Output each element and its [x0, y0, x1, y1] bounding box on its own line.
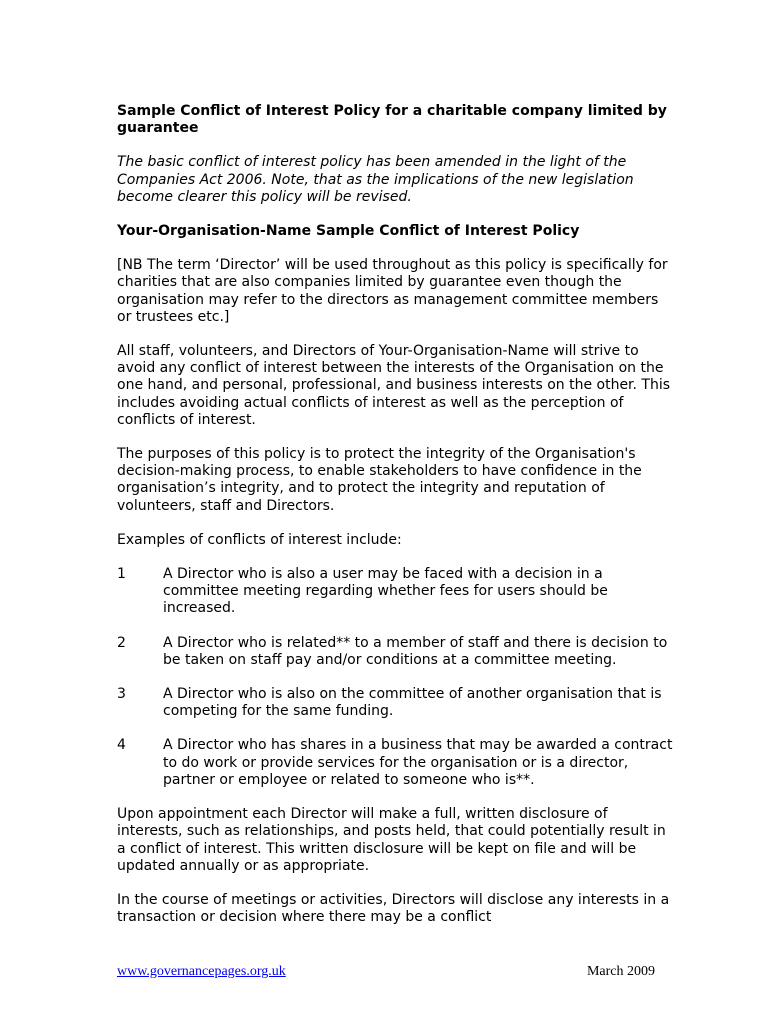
list-text: A Director who has shares in a business that may be awarded a contract to do work or provide services for the organisation or is a director, partner or employee or related to someone who is**.: [163, 737, 673, 788]
website-link[interactable]: www.governancepages.org.uk: [117, 964, 286, 979]
list-item: [117, 635, 677, 669]
page-footer: [117, 964, 655, 980]
list-item: [117, 737, 677, 789]
list-text: A Director who is related** to a member of staff and there is decision to be taken on staff pay and/or conditions at a committee meeting.: [163, 634, 668, 668]
intro-note: The basic conflict of interest policy has been amended in the light of the Companies Act 2006. Note, that as the implications of the new legislation become clearer this policy will be revised.: [117, 154, 634, 205]
list-number: 3: [117, 686, 126, 703]
purpose-paragraph: The purposes of this policy is to protect the integrity of the Organisation's decision-making process, to enable stakeholders to have confidence in the organisation’s integrity, and to protect the integrity and reputation of volunteers, staff and Directors.: [117, 446, 642, 514]
scope-paragraph: All staff, volunteers, and Directors of Your-Organisation-Name will strive to avoid any conflict of interest between the interests of the Organisation on the one hand, and personal, professional, and business interests on the other. This includes avoiding actual conflicts of interest as well as the perception of conflicts of interest.: [117, 343, 671, 428]
list-number: 1: [117, 566, 126, 583]
document-title: Sample Conflict of Interest Policy for a charitable company limited by guarantee: [117, 103, 667, 137]
policy-heading: Your-Organisation-Name Sample Conflict of Interest Policy: [117, 223, 580, 240]
list-item: [117, 686, 677, 720]
meetings-paragraph: In the course of meetings or activities, Directors will disclose any interests in a transaction or decision where there may be a conflict: [117, 891, 670, 926]
examples-intro: Examples of conflicts of interest include:: [117, 531, 402, 548]
list-item: [117, 566, 677, 618]
disclosure-paragraph: Upon appointment each Director will make a full, written disclosure of interests, such as relationships, and posts held, that could potentially result in a conflict of interest. This written disclosure will be kept on file and will be updated annually or as appropriate.: [117, 806, 666, 874]
footer-date: March 2009: [586, 964, 655, 979]
list-number: 4: [117, 737, 126, 754]
list-text: A Director who is also on the committee of another organisation that is competing for the same funding.: [163, 686, 662, 720]
list-number: 2: [117, 634, 126, 651]
nb-paragraph: [NB The term ‘Director’ will be used throughout as this policy is specifically for charities that are also companies limited by guarantee even though the organisation may refer to the directors as management committee members or trustees etc.]: [117, 257, 668, 325]
document-page: [117, 103, 677, 943]
list-text: A Director who is also a user may be faced with a decision in a committee meeting regarding whether fees for users should be increased.: [163, 566, 608, 617]
